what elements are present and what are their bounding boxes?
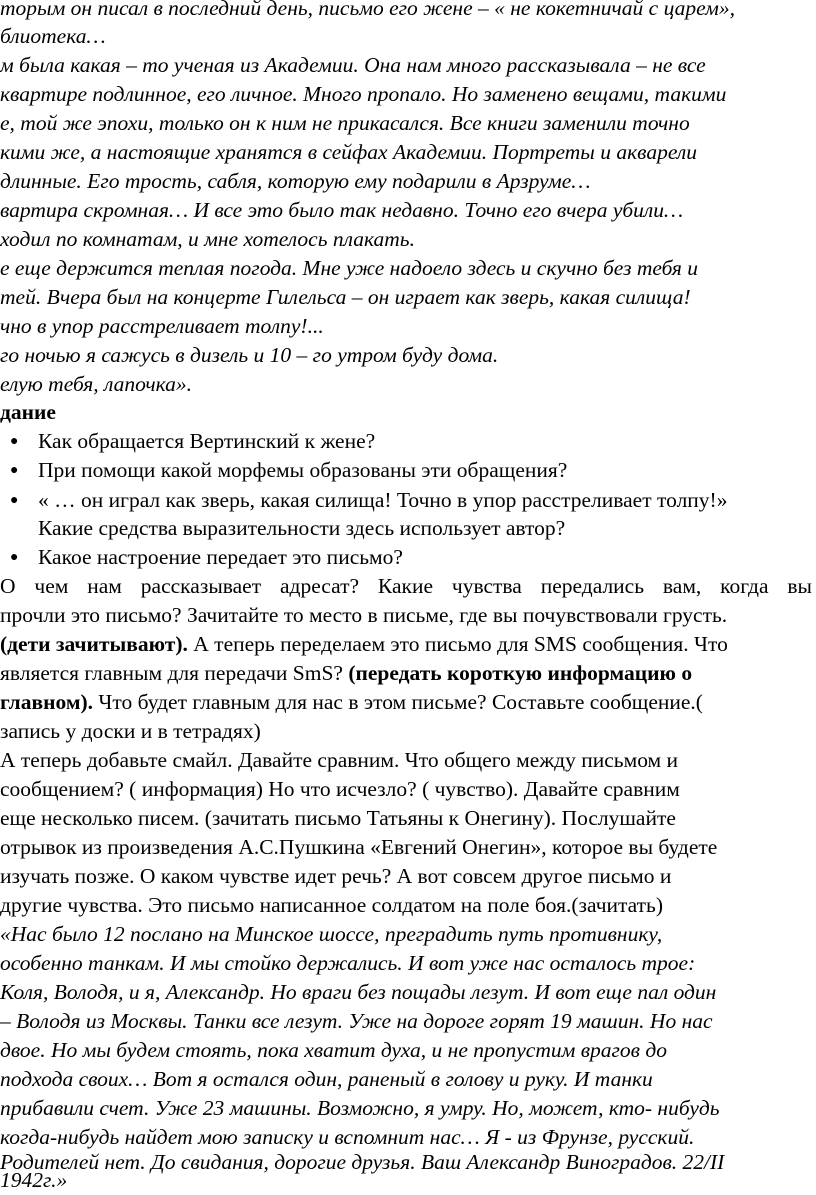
letter-line: квартире подлинное, его личное. Много пропало. Но заменено вещами, такими: [0, 82, 727, 106]
bold-remark: (дети зачитывают).: [0, 632, 188, 656]
text-span: Что будет главным для нас в этом письме? Составьте сообщение.(: [93, 690, 703, 714]
question-item: « … он играл как зверь, какая силища! Точно в упор расстреливает толпу!»: [38, 488, 728, 512]
paragraph-line: запись у доски и в тетрадях): [0, 719, 261, 743]
soldier-letter-line: «Нас было 12 послано на Минское шоссе, преградить путь противнику,: [0, 922, 663, 946]
letter-line: елую тебя, лапочка».: [0, 372, 192, 396]
question-item: При помощи какой морфемы образованы эти обращения?: [38, 458, 568, 482]
question-item: Какое настроение передает это письмо?: [38, 545, 403, 569]
bullet-icon: ●: [10, 463, 19, 478]
soldier-letter-line: подхода своих… Вот я остался один, раненый в голову и руку. И танки: [0, 1067, 653, 1091]
soldier-letter-line: 1942г.»: [0, 1168, 68, 1192]
question-item: Как обращается Вертинский к жене?: [38, 429, 376, 453]
soldier-letter-line: особенно танкам. И мы стойко держались. И вот уже нас осталось трое:: [0, 951, 696, 975]
letter-line: тей. Вчера был на концерте Гилельса – он играет как зверь, какая силища!: [0, 285, 691, 309]
letter-line: кими же, а настоящие хранятся в сейфах Академии. Портреты и акварели: [0, 140, 697, 164]
soldier-letter-line: – Володя из Москвы. Танки все лезут. Уже на дороге горят 19 машин. Но нас: [0, 1009, 713, 1033]
question-item-continued: Какие средства выразительности здесь использует автор?: [38, 516, 566, 540]
letter-line: длинные. Его трость, сабля, которую ему подарили в Арзруме…: [0, 169, 591, 193]
soldier-letter-line: когда-нибудь найдет мою записку и вспомнит нас… Я - из Фрунзе, русский.: [0, 1125, 695, 1149]
letter-line: блиотека…: [0, 24, 106, 48]
paragraph-line: еще несколько писем. (зачитать письмо Татьяны к Онегину). Послушайте: [0, 806, 676, 830]
soldier-letter-line: Родителей нет. До свидания, дорогие друзья. Ваш Александр Виноградов. 22/II: [0, 1150, 725, 1174]
letter-line: торым он писал в последний день, письмо его жене – « не кокетничай с царем»,: [0, 0, 735, 20]
paragraph-line: сообщением? ( информация) Но что исчезло? ( чувство). Давайте сравним: [0, 777, 680, 801]
paragraph-line: другие чувства. Это письмо написанное солдатом на поле боя.(зачитать): [0, 893, 664, 917]
soldier-letter-line: прибавили счет. Уже 23 машины. Возможно, я умру. Но, может, кто- нибудь: [0, 1096, 720, 1120]
letter-line: е еще держится теплая погода. Мне уже надоело здесь и скучно без тебя и: [0, 256, 699, 280]
task-heading: дание: [0, 400, 56, 424]
bullet-icon: ●: [10, 550, 19, 565]
paragraph-line: А теперь добавьте смайл. Давайте сравним. Что общего между письмом и: [0, 748, 679, 772]
soldier-letter-line: Коля, Володя, и я, Александр. Но враги без пощады лезут. И вот еще пал один: [0, 980, 717, 1004]
paragraph-line: отрывок из произведения А.С.Пушкина «Евгений Онегин», которое вы будете: [0, 835, 718, 859]
letter-line: ходил по комнатам, и мне хотелось плакать.: [0, 227, 415, 251]
letter-line: чно в упор расстреливает толпу!...: [0, 314, 324, 338]
paragraph-line: О чем нам рассказывает адресат? Какие чувства передались вам, когда вы: [0, 574, 812, 598]
paragraph-line: [0, 688, 816, 717]
bold-remark: главном).: [0, 690, 94, 714]
soldier-letter-line: двое. Но мы будем стоять, пока хватит духа, и не пропустим врагов до: [0, 1038, 668, 1062]
paragraph-line: изучать позже. О каком чувстве идет речь? А вот совсем другое письмо и: [0, 864, 672, 888]
letter-line: е, той же эпохи, только он к ним не прикасался. Все книги заменили точно: [0, 111, 690, 135]
bullet-icon: ●: [10, 493, 19, 508]
paragraph-line: [0, 659, 816, 688]
letter-line: го ночью я сажусь в дизель и 10 – го утром буду дома.: [0, 343, 499, 367]
bullet-icon: ●: [10, 434, 19, 449]
paragraph-line: прочли это письмо? Зачитайте то место в письме, где вы почувствовали грусть.: [0, 603, 728, 627]
letter-line: вартира скромная… И все это было так недавно. Точно его вчера убили…: [0, 198, 684, 222]
paragraph-line: [0, 630, 816, 659]
text-span: является главным для передачи SmS?: [0, 661, 349, 685]
letter-line: м была какая – то ученая из Академии. Она нам много рассказывала – не все: [0, 53, 706, 77]
bold-remark: (передать короткую информацию о: [348, 661, 693, 685]
text-span: А теперь переделаем это письмо для SMS сообщения. Что: [187, 632, 728, 656]
